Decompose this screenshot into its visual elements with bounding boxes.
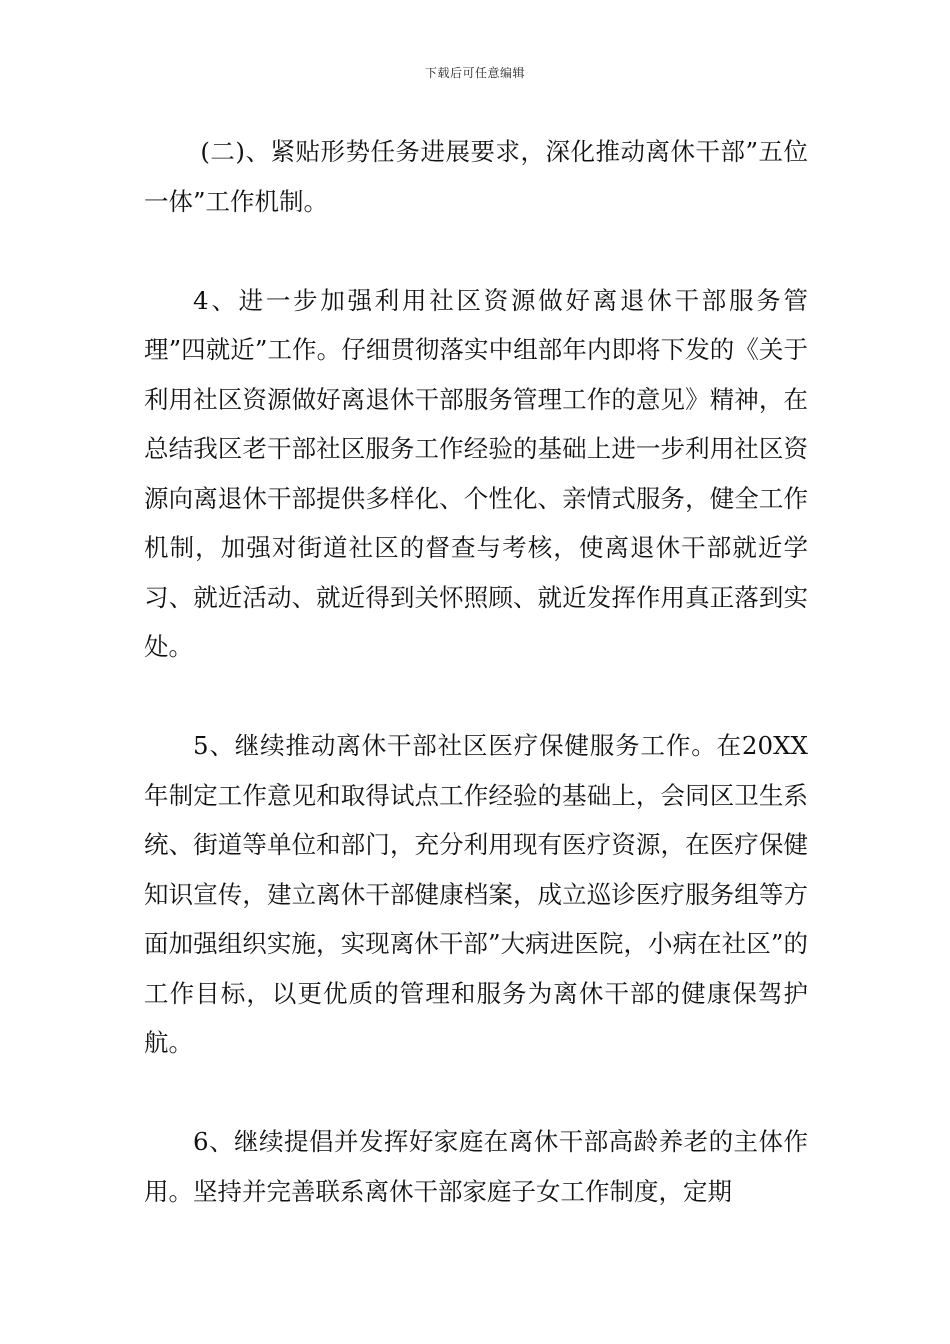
paragraph-section-heading: (二)、紧贴形势任务进展要求，深化推动离休干部”五位一体”工作机制。 [144, 137, 808, 216]
paragraph-item-4: 4、进一步加强利用社区资源做好离退休干部服务管理”四就近”工作。仔细贯彻落实中组部年内即将下发的《关于利用社区资源做好离退休干部服务管理工作的意见》精神，在总结我区老干部社区服务工作经验的基础上进一步利用社区资源向离退休干部提供多样化、个性化、亲情式服务，健全工作机制，加强对街道社区的督查与考核，使离退休干部就近学习、就近活动、就近得到关怀照顾、就近发挥作用真正落到实处。 [144, 285, 808, 661]
page-header: 下载后可任意编辑 [424, 66, 525, 80]
paragraph-item-5: 5、继续推动离休干部社区医疗保健服务工作。在20XX年制定工作意见和取得试点工作经验的基础上，会同区卫生系统、街道等单位和部门，充分利用现有医疗资源，在医疗保健知识宣传，建立离休干部健康档案，成立巡诊医疗服务组等方面加强组织实施，实现离休干部”大病进医院，小病在社区”的工作目标，以更优质的管理和服务为离休干部的健康保驾护航。 [144, 731, 808, 1057]
paragraph-spacer [144, 672, 808, 722]
paragraph-spacer [144, 226, 808, 276]
paragraph-spacer [144, 1068, 808, 1118]
document-body [144, 127, 808, 1216]
paragraph-item-6: 6、继续提倡并发挥好家庭在离休干部高龄养老的主体作用。坚持并完善联系离休干部家庭子女工作制度，定期 [144, 1127, 808, 1206]
